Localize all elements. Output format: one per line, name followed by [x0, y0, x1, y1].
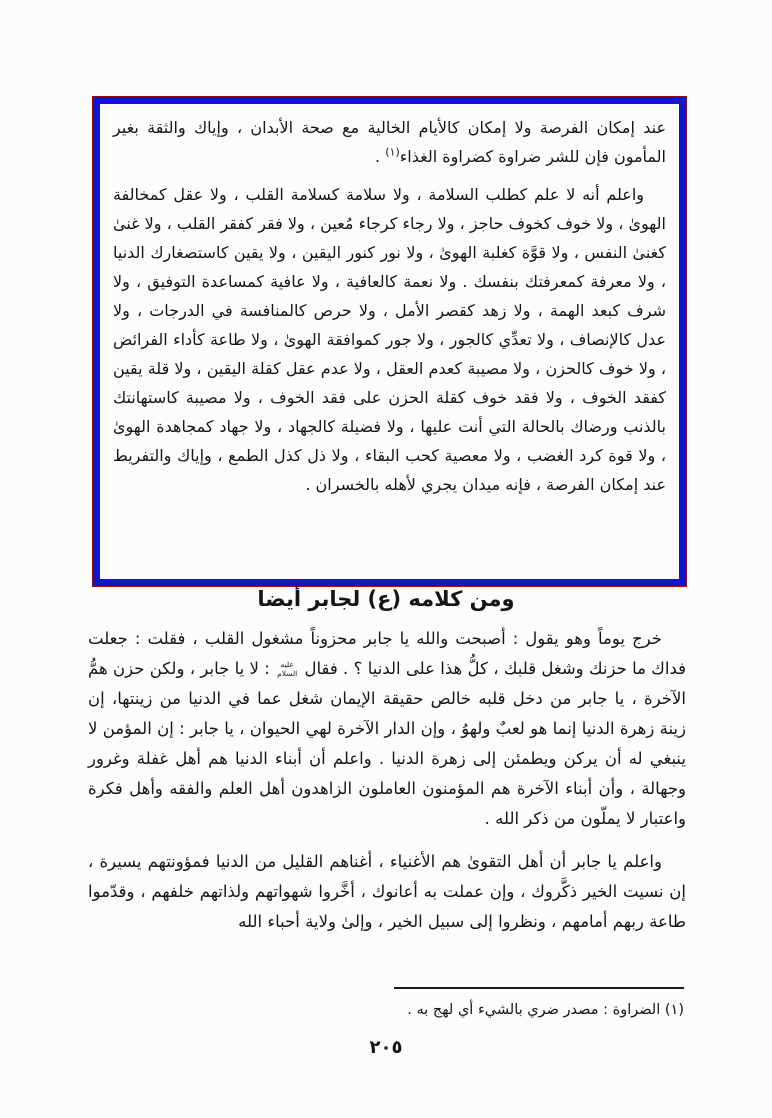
- page-number: ٢٠٥: [369, 1037, 403, 1058]
- footnote-text: الضراوة : مصدر ضري بالشيء أي لهج به .: [407, 1002, 661, 1018]
- footnote-reference-mark: (١): [385, 145, 400, 159]
- body-paragraph-1: [88, 624, 686, 834]
- footnote-separator-rule: [394, 987, 684, 989]
- footnote-marker: (١): [660, 1002, 684, 1018]
- quote-paragraph-1-text: عند إمكان الفرصة ولا إمكان كالأيام الخالية مع صحة الأبدان ، وإياك والثقة بغير المأمون فإن للشر ضراوة كضراوة الغذاء: [113, 118, 666, 166]
- body-paragraph-2: واعلم يا جابر أن أهل التقوىٰ هم الأغنياء ، أغناهم القليل من الدنيا فمؤونتهم يسيرة ، إن نسيت الخير ذكَّروك ، وإن عملت به أعانوك ، أخَّروا شهواتهم ولذاتهم خلفهم ، وقدّموا طاعة ربهم أمامهم ، ونظروا إلى سبيل الخير ، وإلىٰ ولاية أحباء الله: [88, 852, 686, 931]
- body-text: [88, 624, 686, 950]
- quote-paragraph-1: [113, 113, 666, 171]
- honorific-alayhi-salam-glyph: عليه السلام: [277, 660, 298, 678]
- section-heading: ومن كلامه (ع) لجابر أيضا: [257, 587, 515, 611]
- body-paragraph-1-part-b: : لا يا جابر ، ولكن حزن همُّ الآخرة ، يا جابر من دخل قلبه خالص حقيقة الإيمان شغل عما في الدنيا من زينتها، إن زينة زهرة الدنيا إنما هو لعبٌ ولهوُ ، وإن الدار الآخرة لهي الحيوان ، يا جابر : إن المؤمن لا ينبغي له أن يركن ويطمئن إلى زهرة الدنيا . واعلم أن أبناء الدنيا هم أهل غفلة وغرور وجهالة ، وأن أبناء الآخرة هم المؤمنون العاملون الزاهدون أهل العلم والفقه وأهل فكرة واعتبار لا يملّون من ذكر الله .: [88, 659, 686, 828]
- body-paragraph-1-part-a: خرج يوماً وهو يقول : أصبحت والله يا جابر محزوناً مشغول القلب ، فقلت : جعلت فداك ما حزنك وشغل قلبك ، كلُّ هذا على الدنيا ؟ . فقال: [88, 629, 687, 678]
- quote-paragraph-1-tail: .: [375, 147, 386, 166]
- footnote: [86, 998, 684, 1022]
- quote-paragraph-2: واعلم أنه لا علم كطلب السلامة ، ولا سلامة كسلامة القلب ، ولا عقل كمخالفة الهوىٰ ، ولا خوف كخوف حاجز ، ولا رجاء كرجاء مُعين ، ولا فقر كفقر القلب ، ولا غنىٰ كغنىٰ النفس ، ولا قوَّة كغلبة الهوىٰ ، ولا نور كنور اليقين ، ولا يقين كاستصغارك الدنيا ، ولا معرفة كمعرفتك بنفسك . ولا نعمة كالعافية ، ولا عافية كمساعدة التوفيق ، ولا شرف كبعد الهمة ، ولا زهد كقصر الأمل ، ولا حرص كالمنافسة في الدرجات ، ولا عدل كالإنصاف ، ولا تعدِّي كالجور ، ولا جور كموافقة الهوىٰ ، ولا طاعة كأداء الفرائض ، ولا خوف كالحزن ، ولا مصيبة كعدم العقل ، ولا عدم عقل كقلة اليقين ، ولا قلة يقين كفقد الخوف ، ولا فقد خوف كقلة الحزن على فقد الخوف ، ولا مصيبة كاستهانتك بالذنب ورضاك بالحالة التي أنت عليها ، ولا فضيلة كالجهاد ، ولا جهاد كمجاهدة الهوىٰ ، ولا قوة كرد الغضب ، ولا معصية كحب البقاء ، ولا ذل كذل الطمع ، وإياك والتفريط عند إمكان الفرصة ، فإنه ميدان يجري لأهله بالخسران .: [113, 185, 666, 494]
- framed-quote-box: [93, 97, 686, 586]
